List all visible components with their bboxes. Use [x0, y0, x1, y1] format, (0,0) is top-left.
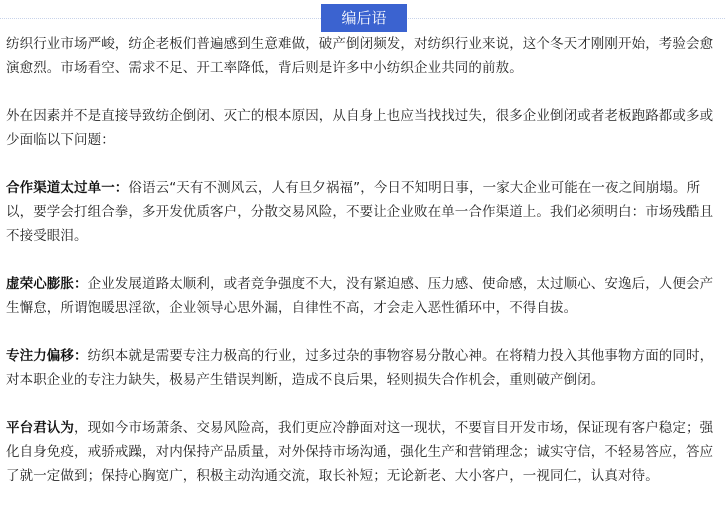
- paragraph-conclusion: [6, 416, 719, 488]
- single-channel-text: 俗语云“天有不测风云，人有旦夕祸福”，今日不知明日事，一家大企业可能在一夜之间崩塌。所以，要学会打组合拳，多开发优质客户，分散交易风险，不要让企业败在单一合作渠道上。我们必须明白：市场残酷且不接受眼泪。: [6, 180, 714, 244]
- article-body: [6, 32, 719, 488]
- conclusion-text: ，现如今市场萧条、交易风险高，我们更应冷静面对这一现状，不要盲目开发市场，保证现有客户稳定；强化自身免疫，戒骄戒躁，对内保持产品质量，对外保持市场沟通，强化生产和营销理念；诚实守信，不轻易答应，答应了就一定做到；保持心胸宽广，积极主动沟通交流，取长补短；无论新老、大小客户，一视同仁，认真对待。: [6, 420, 714, 484]
- vanity-heading: 虚荣心膨胀：: [6, 276, 88, 292]
- paragraph-causes-text: 外在因素并不是直接导致纺企倒闭、灭亡的根本原因，从自身上也应当找找过失，很多企业倒闭或者老板跑路都或多或少面临以下问题：: [6, 108, 714, 148]
- single-channel-heading: 合作渠道太过单一：: [6, 180, 129, 196]
- paragraph-causes: [6, 104, 719, 152]
- paragraph-vanity: [6, 272, 719, 320]
- editor-note-header: [0, 4, 725, 32]
- paragraph-single-channel: [6, 176, 719, 248]
- editor-note-badge: 编后语: [321, 4, 407, 32]
- paragraph-intro-text: 纺织行业市场严峻，纺企老板们普遍感到生意难做，破产倒闭频发，对纺织行业来说，这个冬天才刚刚开始，考验会愈演愈烈。市场看空、需求不足、开工率降低，背后则是许多中小纺织企业共同的前敖。: [6, 36, 714, 76]
- paragraph-focus: [6, 344, 719, 392]
- conclusion-heading: 平台君认为: [6, 420, 74, 436]
- vanity-text: 企业发展道路太顺利，或者竞争强度不大，没有紧迫感、压力感、使命感，太过顺心、安逸后，人便会产生懈怠，所谓饱暖思淫欲，企业领导心思外漏，自律性不高，才会走入恶性循环中，不得自拔。: [6, 276, 714, 316]
- focus-text: 纺织本就是需要专注力极高的行业，过多过杂的事物容易分散心神。在将精力投入其他事物方面的同时，对本职企业的专注力缺失，极易产生错误判断，造成不良后果，轻则损失合作机会，重则破产倒闭。: [6, 348, 714, 388]
- paragraph-intro: [6, 32, 719, 80]
- focus-heading: 专注力偏移：: [6, 348, 88, 364]
